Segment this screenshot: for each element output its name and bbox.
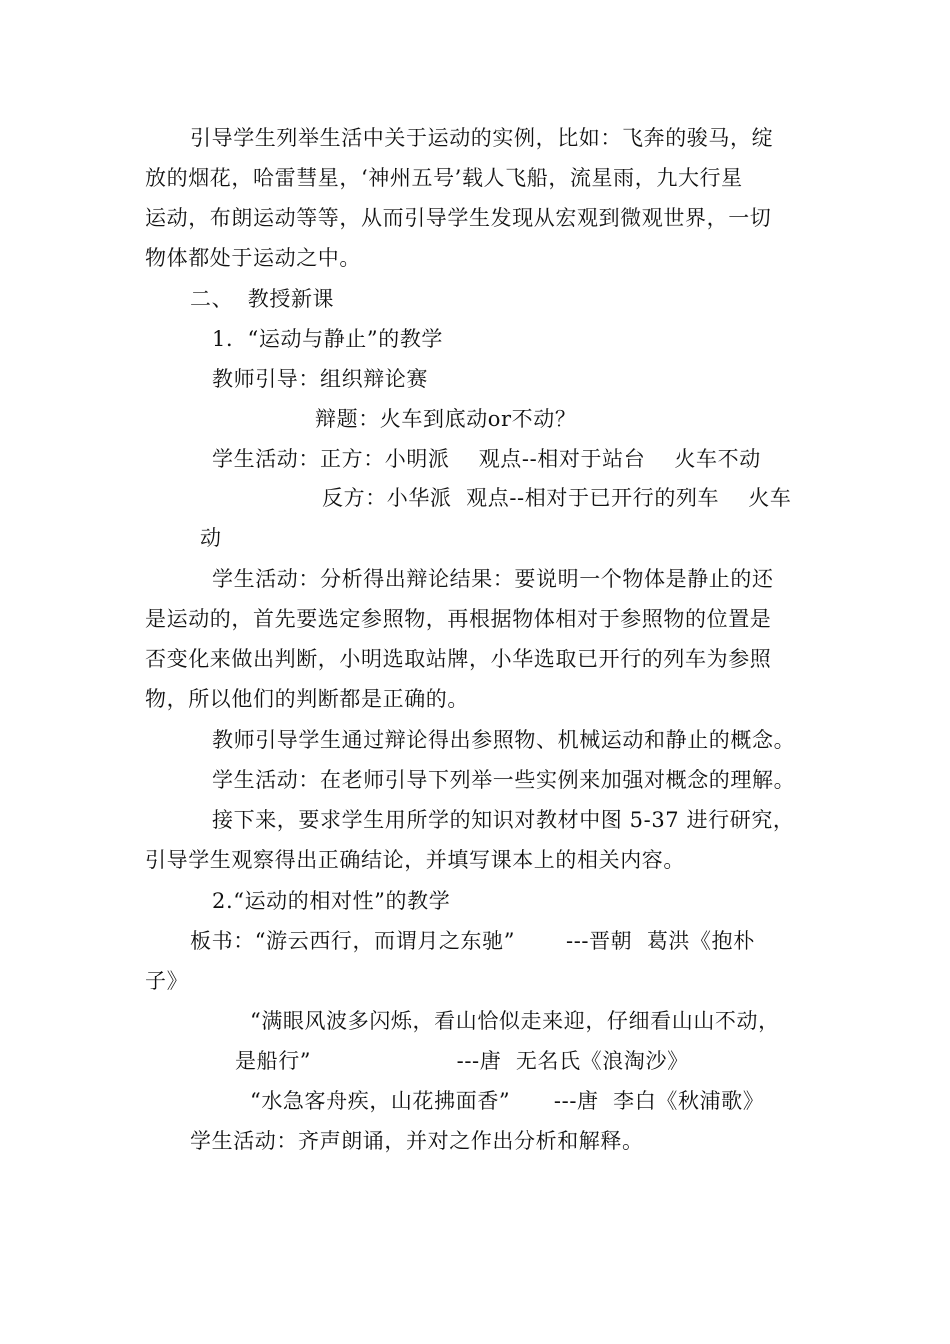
student-recite: 学生活动：齐声朗诵，并对之作出分析和解释。 xyxy=(190,1129,644,1153)
con-side-line2: 动 xyxy=(200,526,222,550)
paragraph1-line2: 放的烟花，哈雷彗星，‘神州五号’载人飞船，流星雨，九大行星 xyxy=(145,166,743,190)
board-line1: 板书：“游云西行，而谓月之东驰” ---晋朝 葛洪《抱朴 xyxy=(190,929,755,953)
student-examples: 学生活动：在老师引导下列举一些实例来加强对概念的理解。 xyxy=(212,768,796,792)
paragraph1-line4: 物体都处于运动之中。 xyxy=(145,246,361,270)
pro-side: 学生活动：正方：小明派 观点--相对于站台 火车不动 xyxy=(212,447,761,471)
analysis-line1: 学生活动：分析得出辩论结果：要说明一个物体是静止的还 xyxy=(212,567,774,591)
debate-topic: 辩题：火车到底动or不动？ xyxy=(315,407,577,431)
paragraph1-line3: 运动，布朗运动等等，从而引导学生发现从宏观到微观世界，一切 xyxy=(145,206,772,230)
analysis-line2: 是运动的，首先要选定参照物，再根据物体相对于参照物的位置是 xyxy=(145,607,772,631)
poem1-line1: “满眼风波多闪烁，看山恰似走来迎，仔细看山山不动， xyxy=(250,1009,780,1033)
poem1-line2: 是船行” ---唐 无名氏《浪淘沙》 xyxy=(235,1049,689,1073)
next-step-line2: 引导学生观察得出正确结论，并填写课本上的相关内容。 xyxy=(145,848,685,872)
sub2-heading: 2.“运动的相对性”的教学 xyxy=(212,889,451,913)
paragraph1-line1: 引导学生列举生活中关于运动的实例，比如：飞奔的骏马，绽 xyxy=(190,126,774,150)
board-line2: 子》 xyxy=(145,969,189,993)
analysis-line3: 否变化来做出判断，小明选取站牌，小华选取已开行的列车为参照 xyxy=(145,647,772,671)
poem2: “水急客舟疾，山花拂面香” ---唐 李白《秋浦歌》 xyxy=(250,1089,765,1113)
teacher-concepts: 教师引导学生通过辩论得出参照物、机械运动和静止的概念。 xyxy=(212,728,796,752)
teacher-guide: 教师引导：组织辩论赛 xyxy=(212,367,428,391)
next-step-line1: 接下来，要求学生用所学的知识对教材中图 5-37 进行研究， xyxy=(212,808,795,832)
sub1-heading: 1．“运动与静止”的教学 xyxy=(212,327,444,351)
section-heading-2: 二、 教授新课 xyxy=(190,287,335,311)
con-side-line1: 反方：小华派 观点--相对于已开行的列车 火车 xyxy=(322,486,792,510)
analysis-line4: 物，所以他们的判断都是正确的。 xyxy=(145,687,469,711)
